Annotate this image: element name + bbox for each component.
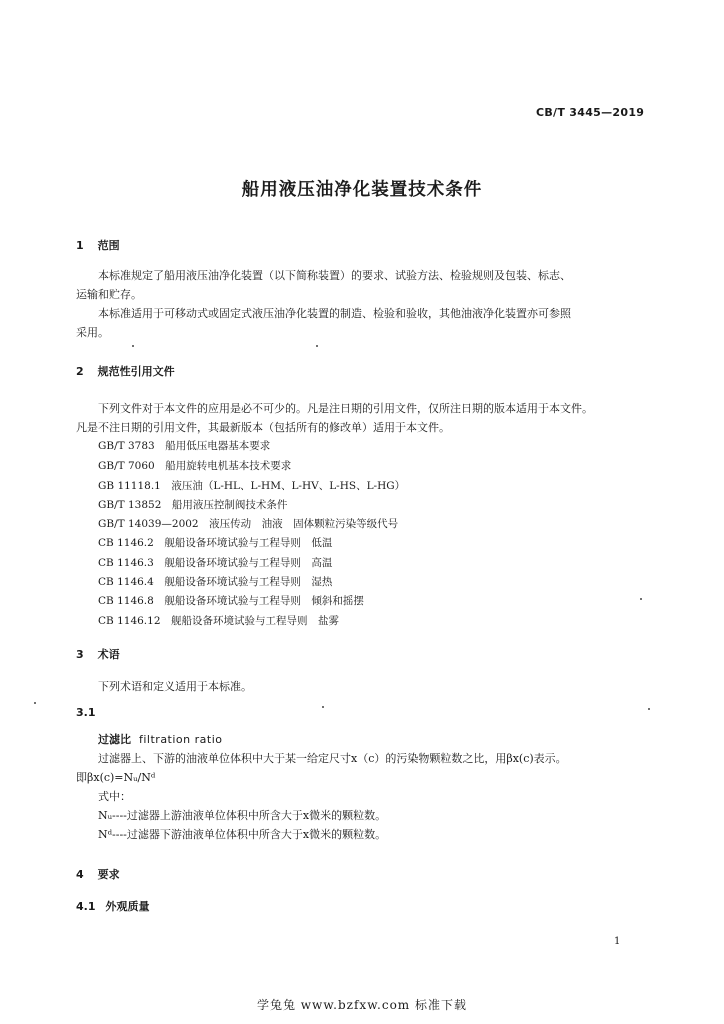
scope-paragraph-2-line-2: 采用。 xyxy=(76,326,109,339)
reference-item: GB/T 14039—2002 液压传动 油液 固体颗粒污染等级代号 xyxy=(98,518,399,530)
term-heading xyxy=(98,731,223,747)
reference-item: CB 1146.8 舰船设备环境试验与工程导则 倾斜和摇摆 xyxy=(98,595,364,607)
scope-paragraph-1-line-1: 本标准规定了船用液压油净化装置（以下简称装置）的要求、试验方法、检验规则及包装、标志、 xyxy=(98,269,571,282)
document-title: 船用液压油净化装置技术条件 xyxy=(241,180,483,200)
subsection-4-1-title: 外观质量 xyxy=(105,900,150,913)
section-2-number: 2 xyxy=(76,365,84,378)
subsection-3-1-number: 3.1 xyxy=(76,706,96,719)
scan-speck xyxy=(640,598,642,600)
terms-intro: 下列术语和定义适用于本标准。 xyxy=(98,680,252,693)
term-definition-line-1: 过滤器上、下游的油液单位体积中大于某一给定尺寸x（c）的污染物颗粒数之比，用βx(c)表示。 xyxy=(98,752,567,765)
footer-watermark: 学兔兔 www.bzfxw.com 标准下载 xyxy=(256,998,468,1012)
reference-item: CB 1146.2 舰船设备环境试验与工程导则 低温 xyxy=(98,537,333,549)
formula-variable-nu: Nᵤ----过滤器上游油液单位体积中所含大于x微米的颗粒数。 xyxy=(98,809,387,822)
scan-speck xyxy=(322,706,324,708)
section-1-number: 1 xyxy=(76,239,84,252)
section-4-title: 要求 xyxy=(97,868,120,881)
section-3-heading xyxy=(76,646,120,662)
reference-item: CB 1146.12 舰船设备环境试验与工程导则 盐雾 xyxy=(98,615,340,627)
reference-item: GB/T 13852 船用液压控制阀技术条件 xyxy=(98,499,288,511)
section-3-number: 3 xyxy=(76,648,84,661)
references-intro-line-1: 下列文件对于本文件的应用是必不可少的。凡是注日期的引用文件，仅所注日期的版本适用于本文件。 xyxy=(98,402,593,415)
section-2-title: 规范性引用文件 xyxy=(97,365,175,378)
reference-item: GB/T 3783 船用低压电器基本要求 xyxy=(98,440,271,452)
scope-paragraph-2-line-1: 本标准适用于可移动式或固定式液压油净化装置的制造、检验和验收，其他油液净化装置亦可参照 xyxy=(98,307,571,320)
scan-speck xyxy=(132,345,134,347)
page-number: 1 xyxy=(614,936,621,947)
reference-item: CB 1146.4 舰船设备环境试验与工程导则 湿热 xyxy=(98,576,333,588)
standard-number: CB/T 3445—2019 xyxy=(536,106,645,119)
section-1-heading xyxy=(76,237,120,253)
references-intro-line-2: 凡是不注日期的引用文件，其最新版本（包括所有的修改单）适用于本文件。 xyxy=(76,421,450,434)
formula-variable-nd: Nᵈ----过滤器下游油液单位体积中所含大于x微米的颗粒数。 xyxy=(98,828,387,841)
scan-speck xyxy=(34,702,36,704)
term-definition-line-2: 即βx(c)=Nᵤ/Nᵈ xyxy=(76,771,156,784)
scope-paragraph-1-line-2: 运输和贮存。 xyxy=(76,288,142,301)
scan-speck xyxy=(648,708,650,710)
section-4-heading xyxy=(76,866,120,882)
section-1-title: 范围 xyxy=(97,239,120,252)
subsection-4-1-number: 4.1 xyxy=(76,900,96,913)
reference-item: GB/T 7060 船用旋转电机基本技术要求 xyxy=(98,460,292,472)
reference-item: CB 1146.3 舰船设备环境试验与工程导则 高温 xyxy=(98,557,333,569)
scan-speck xyxy=(316,345,318,347)
section-2-heading xyxy=(76,363,175,379)
formula-label: 式中： xyxy=(98,790,131,803)
term-chinese: 过滤比 xyxy=(98,733,131,746)
reference-item: GB 11118.1 液压油（L-HL、L-HM、L-HV、L-HS、L-HG） xyxy=(98,480,406,492)
section-4-number: 4 xyxy=(76,868,84,881)
section-3-title: 术语 xyxy=(97,648,120,661)
term-english: filtration ratio xyxy=(139,733,223,746)
subsection-4-1-heading xyxy=(76,898,150,914)
